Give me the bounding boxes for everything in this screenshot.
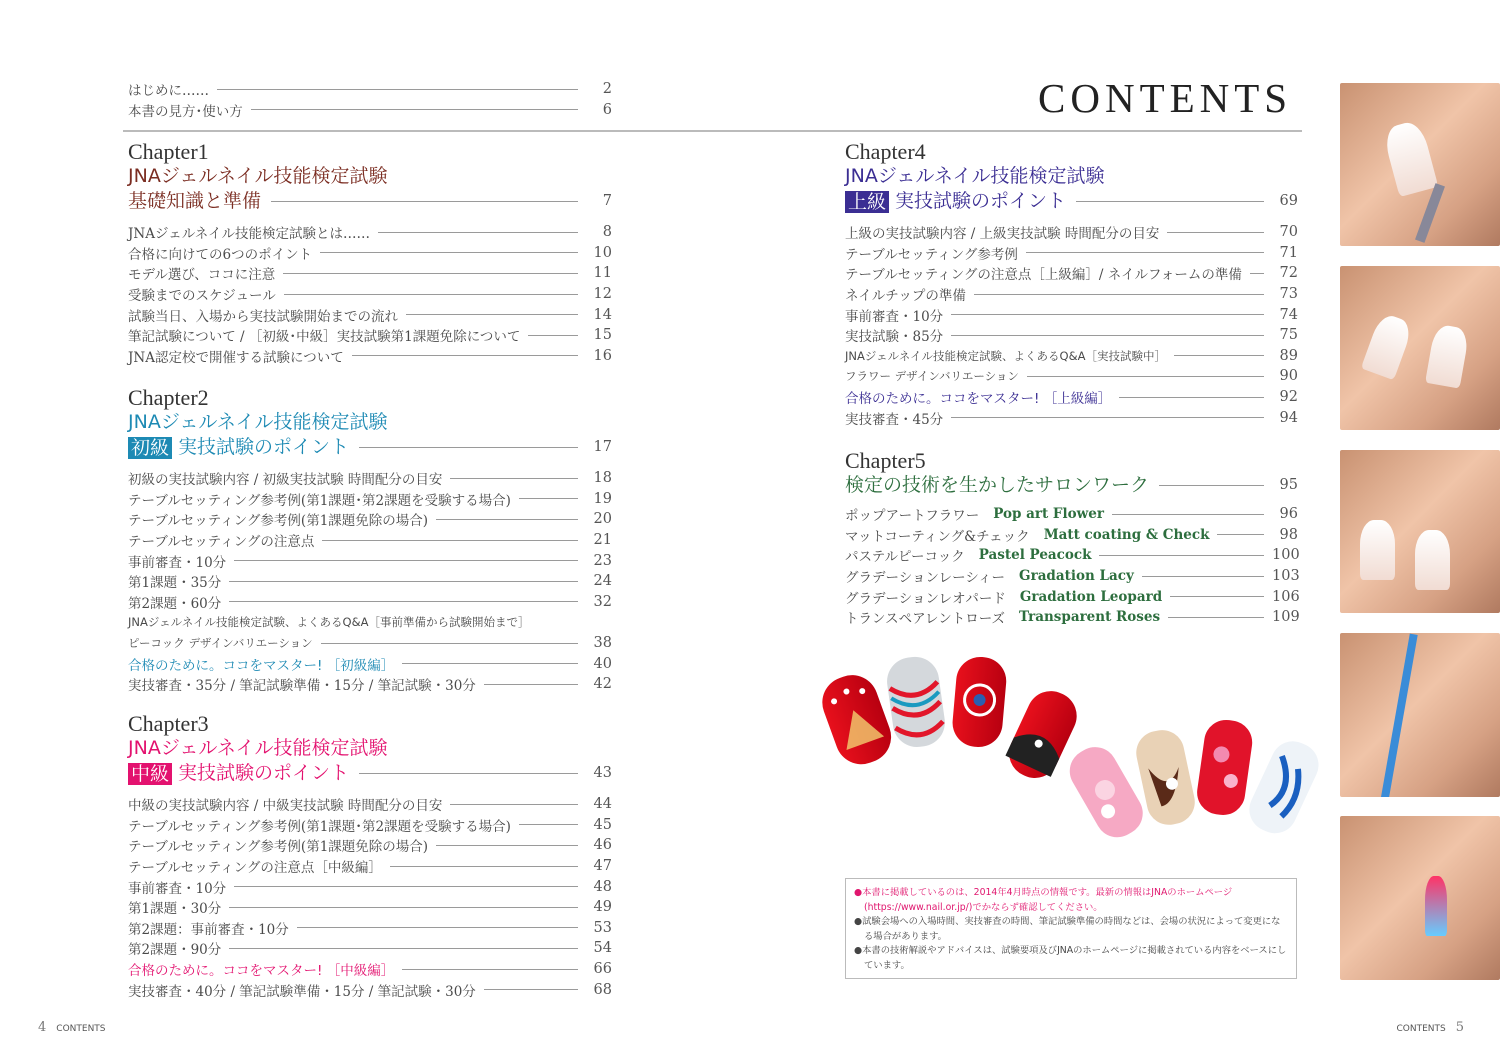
leader-line bbox=[484, 989, 578, 990]
toc-entry[interactable] bbox=[845, 304, 1298, 325]
entry-title: 実技試験・85分 bbox=[845, 329, 944, 346]
page-number: 45 bbox=[593, 816, 612, 833]
chapter-2 bbox=[128, 386, 612, 695]
entry-title: はじめに…… bbox=[128, 83, 209, 100]
entry-title: テーブルセッティングの注意点［中級編］ bbox=[128, 860, 382, 877]
entry-list bbox=[128, 468, 612, 695]
leader-line bbox=[297, 927, 578, 928]
chapter-1 bbox=[128, 140, 612, 366]
leader-line bbox=[1027, 376, 1264, 377]
toc-entry[interactable] bbox=[845, 586, 1298, 607]
toc-entry[interactable] bbox=[128, 918, 612, 939]
toc-entry[interactable] bbox=[128, 509, 612, 530]
leader-line bbox=[402, 969, 578, 970]
entry-title: テーブルセッティング参考例(第1課題免除の場合) bbox=[128, 513, 429, 530]
chapter-label: Chapter3 bbox=[128, 711, 209, 736]
notice-item: ●本書の技術解説やアドバイスは、試験要項及びJNAのホームページに掲載されている内容をベースにしています。 bbox=[854, 945, 1287, 971]
toc-entry[interactable] bbox=[128, 325, 612, 346]
leader-line bbox=[951, 417, 1264, 418]
leader-line bbox=[359, 773, 578, 774]
entry-title: テーブルセッティングの注意点 bbox=[128, 534, 315, 551]
footer-label: CONTENTS bbox=[1396, 1024, 1446, 1034]
page-number: 69 bbox=[1279, 193, 1298, 209]
entry-title: 事前審査・10分 bbox=[845, 308, 944, 325]
entry-title: フラワー デザインバリエーション bbox=[845, 369, 1019, 384]
page-number: 109 bbox=[1272, 609, 1300, 626]
toc-entry[interactable] bbox=[128, 979, 612, 1000]
page-number: 23 bbox=[593, 552, 612, 569]
toc-entry[interactable] bbox=[128, 79, 612, 100]
page-number: 53 bbox=[593, 919, 612, 936]
leader-line bbox=[229, 581, 578, 582]
level-badge: 中級 bbox=[128, 763, 172, 785]
page-number: 92 bbox=[1279, 389, 1298, 406]
divider bbox=[123, 130, 1302, 132]
entry-title: JNAジェルネイル技能検定試験とは…… bbox=[128, 226, 371, 243]
page-number: 90 bbox=[1279, 368, 1298, 385]
toc-entry[interactable] bbox=[128, 897, 612, 918]
nail-photo bbox=[1340, 816, 1500, 980]
chapter-title: JNAジェルネイル技能検定試験 bbox=[128, 165, 388, 187]
page-number: 14 bbox=[593, 306, 612, 323]
chapter-4 bbox=[845, 140, 1298, 428]
leader-line bbox=[271, 201, 578, 202]
page-number: 6 bbox=[602, 101, 612, 118]
page-number: 4 bbox=[38, 1020, 47, 1035]
entry-title: JNA認定校で開催する試験について bbox=[128, 349, 344, 366]
leader-line bbox=[436, 519, 578, 520]
leader-line bbox=[1168, 617, 1264, 618]
page-number: 18 bbox=[593, 470, 612, 487]
nail-tip bbox=[884, 655, 948, 750]
entry-title: テーブルセッティング参考例(第1課題･第2課題を受験する場合) bbox=[128, 492, 511, 509]
leader-line bbox=[390, 866, 578, 867]
page-number: 11 bbox=[593, 265, 612, 282]
page-number: 95 bbox=[1279, 477, 1298, 493]
page-number: 2 bbox=[602, 81, 612, 98]
leader-line bbox=[359, 447, 578, 448]
leader-line bbox=[229, 948, 578, 949]
entry-title: 合格のために。ココをマスター! ［初級編］ bbox=[128, 657, 395, 674]
chapter-5 bbox=[845, 449, 1298, 628]
entry-title: 第2課題・90分 bbox=[128, 942, 222, 959]
chapter-label: Chapter4 bbox=[845, 139, 926, 164]
chapter-subtitle-text: 実技試験のポイント bbox=[178, 436, 350, 458]
page-number: 75 bbox=[1279, 327, 1298, 344]
page-number: 49 bbox=[593, 899, 612, 916]
entry-title: 事前審査・10分 bbox=[128, 880, 227, 897]
entry-list bbox=[128, 794, 612, 1000]
toc-entry[interactable] bbox=[128, 592, 612, 613]
leader-line bbox=[974, 294, 1264, 295]
toc-entry[interactable] bbox=[845, 263, 1298, 284]
nail-photo bbox=[1340, 450, 1500, 613]
leader-line bbox=[251, 109, 578, 110]
page-number: 68 bbox=[593, 981, 612, 998]
entry-title: 実技審査・40分 / 筆記試験準備・15分 / 筆記試験・30分 bbox=[128, 983, 476, 1000]
toc-entry[interactable] bbox=[128, 653, 612, 674]
page-number: 66 bbox=[593, 961, 612, 978]
entry-english-title: Matt coating & Check bbox=[1043, 526, 1210, 543]
chapter-subtitle[interactable] bbox=[128, 435, 612, 460]
entry-title: 初級の実技試験内容 / 初級実技試験 時間配分の目安 bbox=[128, 472, 443, 489]
page-number: 100 bbox=[1272, 547, 1300, 564]
entry-title: 上級の実技試験内容 / 上級実技試験 時間配分の目安 bbox=[845, 226, 1160, 243]
entry-title: ピーコック デザインバリエーション bbox=[128, 636, 313, 651]
chapter-subtitle[interactable] bbox=[128, 761, 612, 786]
entry-title: 本書の見方･使い方 bbox=[128, 103, 243, 120]
leader-line bbox=[450, 478, 578, 479]
leader-line bbox=[234, 886, 578, 887]
entry-english-title: Gradation Leopard bbox=[1019, 588, 1163, 605]
leader-line bbox=[402, 663, 578, 664]
page-title: CONTENTS bbox=[1038, 75, 1293, 121]
toc-entry[interactable] bbox=[128, 222, 612, 243]
toc-entry[interactable] bbox=[128, 304, 612, 325]
entry-title: 受験までのスケジュール bbox=[128, 288, 276, 305]
chapter-label: Chapter5 bbox=[845, 448, 926, 473]
leader-line bbox=[484, 684, 578, 685]
page-number: 46 bbox=[593, 837, 612, 854]
leader-line bbox=[450, 804, 578, 805]
nail-photo bbox=[1340, 83, 1500, 246]
page-number: 40 bbox=[593, 655, 612, 672]
page-number: 17 bbox=[593, 439, 612, 455]
page-number: 21 bbox=[593, 532, 612, 549]
page-number: 7 bbox=[602, 193, 612, 209]
toc-entry[interactable] bbox=[128, 530, 612, 551]
toc-entry[interactable] bbox=[128, 815, 612, 836]
entry-english-title: Transparent Roses bbox=[1019, 609, 1161, 626]
chapter-label: Chapter2 bbox=[128, 385, 209, 410]
chapter-3 bbox=[128, 712, 612, 1000]
leader-line bbox=[321, 643, 578, 644]
entry-title: グラデーションレーシィー bbox=[845, 570, 1006, 587]
toc-entry[interactable] bbox=[845, 243, 1298, 264]
page-number: 19 bbox=[593, 490, 612, 507]
leader-line bbox=[378, 232, 578, 233]
page-number: 15 bbox=[593, 327, 612, 344]
nail-tip bbox=[1194, 717, 1255, 818]
leader-line bbox=[320, 252, 578, 253]
nail-tips-photo bbox=[815, 655, 1335, 865]
leader-line bbox=[1167, 232, 1264, 233]
level-badge: 初級 bbox=[128, 437, 172, 459]
notice-item: ●本書に掲載しているのは、2014年4月時点の情報です。最新の情報はJNAのホームページ(https://www.nail.or.jp/)でかならず確認してください。 bbox=[854, 887, 1233, 913]
page-number: 89 bbox=[1279, 347, 1298, 364]
entry-title: グラデーションレオパード bbox=[845, 590, 1006, 607]
chapter-subtitle-text: 検定の技術を生かしたサロンワーク bbox=[845, 474, 1150, 496]
page-number: 10 bbox=[593, 244, 612, 261]
toc-entry[interactable] bbox=[128, 468, 612, 489]
leader-line bbox=[1174, 355, 1264, 356]
page-number: 103 bbox=[1272, 568, 1300, 585]
page-number: 16 bbox=[593, 347, 612, 364]
page-number: 44 bbox=[593, 796, 612, 813]
page-number: 24 bbox=[593, 573, 612, 590]
toc-entry[interactable] bbox=[845, 346, 1298, 367]
leader-line bbox=[284, 294, 578, 295]
entry-list bbox=[845, 504, 1298, 628]
toc-entry[interactable] bbox=[845, 222, 1298, 243]
nail-photo bbox=[1340, 633, 1500, 797]
leader-line bbox=[1076, 201, 1264, 202]
page-number: 98 bbox=[1279, 526, 1298, 543]
toc-entry[interactable] bbox=[128, 284, 612, 305]
toc-entry[interactable] bbox=[128, 100, 612, 121]
entry-list bbox=[128, 222, 612, 366]
chapter-subtitle-text: 実技試験のポイント bbox=[178, 762, 350, 784]
chapter-subtitle-text: 基礎知識と準備 bbox=[128, 190, 262, 212]
page-number: 72 bbox=[1279, 265, 1298, 282]
nail-tip bbox=[1242, 734, 1326, 840]
page-number: 73 bbox=[1279, 286, 1298, 303]
leader-line bbox=[436, 845, 578, 846]
leader-line bbox=[322, 540, 578, 541]
toc-entry[interactable] bbox=[128, 346, 612, 367]
entry-title: テーブルセッティング参考例(第1課題･第2課題を受験する場合) bbox=[128, 818, 511, 835]
toc-entry[interactable] bbox=[128, 633, 612, 654]
entry-list bbox=[845, 222, 1298, 428]
entry-title: パステルピーコック bbox=[845, 549, 965, 566]
leader-line bbox=[519, 824, 578, 825]
toc-entry[interactable] bbox=[128, 489, 612, 510]
entry-title: 実技審査・35分 / 筆記試験準備・15分 / 筆記試験・30分 bbox=[128, 678, 476, 695]
page-number: 38 bbox=[593, 635, 612, 652]
entry-title: JNAジェルネイル技能検定試験、よくあるQ&A［実技試験中］ bbox=[845, 348, 1166, 363]
toc-entry[interactable] bbox=[128, 674, 612, 695]
leader-line bbox=[1026, 252, 1264, 253]
level-badge: 上級 bbox=[845, 191, 889, 213]
chapter-subtitle[interactable] bbox=[845, 473, 1298, 498]
entry-title: トランスペアレントローズ bbox=[845, 611, 1006, 628]
entry-title: 中級の実技試験内容 / 中級実技試験 時間配分の目安 bbox=[128, 798, 443, 815]
entry-title: 第1課題・35分 bbox=[128, 575, 222, 592]
toc-entry[interactable] bbox=[845, 504, 1298, 525]
page-number: 70 bbox=[1279, 224, 1298, 241]
page-number: 106 bbox=[1272, 588, 1300, 605]
page-number: 94 bbox=[1279, 409, 1298, 426]
leader-line bbox=[1170, 596, 1264, 597]
footer-left bbox=[38, 1020, 106, 1035]
toc-entry[interactable] bbox=[128, 856, 612, 877]
entry-title: テーブルセッティングの注意点［上級編］/ ネイルフォームの準備 bbox=[845, 267, 1242, 284]
nail-photo bbox=[1340, 266, 1500, 430]
chapter-subtitle[interactable] bbox=[845, 189, 1298, 214]
chapter-subtitle-text: 実技試験のポイント bbox=[895, 190, 1067, 212]
leader-line bbox=[1250, 273, 1264, 274]
leader-line bbox=[217, 89, 578, 90]
entry-title: マットコーティング&チェック bbox=[845, 528, 1030, 545]
chapter-title: JNAジェルネイル技能検定試験 bbox=[128, 411, 388, 433]
leader-line bbox=[1119, 397, 1264, 398]
entry-title: テーブルセッティング参考例(第1課題免除の場合) bbox=[128, 839, 429, 856]
entry-title: 事前審査・10分 bbox=[128, 554, 227, 571]
toc-entry[interactable] bbox=[845, 607, 1298, 628]
entry-english-title: Gradation Lacy bbox=[1019, 568, 1134, 585]
leader-line bbox=[229, 601, 578, 602]
page-number: 8 bbox=[602, 224, 612, 241]
toc-entry[interactable] bbox=[128, 571, 612, 592]
page-number: 5 bbox=[1455, 1020, 1464, 1035]
chapter-title: JNAジェルネイル技能検定試験 bbox=[128, 737, 388, 759]
page-number: 48 bbox=[593, 878, 612, 895]
chapter-label: Chapter1 bbox=[128, 139, 209, 164]
leader-line bbox=[951, 335, 1264, 336]
toc-entry[interactable] bbox=[845, 325, 1298, 346]
toc-entry[interactable] bbox=[845, 387, 1298, 408]
chapter-title: JNAジェルネイル技能検定試験 bbox=[845, 165, 1105, 187]
entry-title: 第2課題・60分 bbox=[128, 595, 222, 612]
leader-line bbox=[528, 335, 578, 336]
toc-entry[interactable] bbox=[128, 938, 612, 959]
page-number: 42 bbox=[593, 676, 612, 693]
toc-entry[interactable] bbox=[845, 407, 1298, 428]
leader-line bbox=[406, 314, 578, 315]
leader-line bbox=[519, 498, 578, 499]
leader-line bbox=[1112, 514, 1264, 515]
page-number: 54 bbox=[593, 940, 612, 957]
page-number: 47 bbox=[593, 858, 612, 875]
toc-entry[interactable] bbox=[128, 243, 612, 264]
leader-line bbox=[234, 560, 578, 561]
entry-english-title: Pastel Peacock bbox=[978, 547, 1092, 564]
entry-title: 合格のために。ココをマスター! ［上級編］ bbox=[845, 391, 1112, 408]
entry-title: 試験当日、入場から実技試験開始までの流れ bbox=[128, 308, 398, 325]
entry-title: モデル選び、ココに注意 bbox=[128, 267, 276, 284]
leader-line bbox=[951, 314, 1264, 315]
toc-entry[interactable] bbox=[845, 525, 1298, 546]
toc-entry[interactable] bbox=[128, 263, 612, 284]
footer-label: CONTENTS bbox=[56, 1024, 106, 1034]
page-number: 71 bbox=[1279, 244, 1298, 261]
entry-title: テーブルセッティング参考例 bbox=[845, 246, 1018, 263]
nail-tip bbox=[951, 655, 1009, 749]
leader-line bbox=[1217, 534, 1264, 535]
entry-title: ネイルチップの準備 bbox=[845, 288, 966, 305]
toc-entry[interactable] bbox=[128, 612, 612, 633]
page-number: 74 bbox=[1279, 306, 1298, 323]
toc-entry[interactable] bbox=[845, 566, 1298, 587]
page-number: 20 bbox=[593, 511, 612, 528]
notice-item: ●試験会場への入場時間、実技審査の時間、筆記試験準備の時間などは、会場の状況によって変更になる場合があります。 bbox=[854, 916, 1281, 942]
notice-box bbox=[845, 878, 1297, 979]
leader-line bbox=[229, 907, 578, 908]
leader-line bbox=[283, 273, 578, 274]
page-number: 32 bbox=[593, 593, 612, 610]
page-number: 43 bbox=[593, 765, 612, 781]
entry-title: 合格に向けての6つのポイント bbox=[128, 246, 313, 263]
page-number: 12 bbox=[593, 286, 612, 303]
nail-tip bbox=[815, 668, 898, 772]
page-number: 96 bbox=[1279, 506, 1298, 523]
toc-entry[interactable] bbox=[128, 876, 612, 897]
leader-line bbox=[1099, 555, 1264, 556]
toc-entry[interactable] bbox=[128, 835, 612, 856]
entry-title: JNAジェルネイル技能検定試験、よくあるQ&A［事前準備から試験開始まで］ bbox=[128, 615, 530, 630]
entry-title: 合格のために。ココをマスター! ［中級編］ bbox=[128, 963, 395, 980]
toc-entry[interactable] bbox=[128, 794, 612, 815]
toc-entry[interactable] bbox=[845, 545, 1298, 566]
entry-title: 第2課題：事前審査・10分 bbox=[128, 921, 289, 938]
leader-line bbox=[1142, 576, 1264, 577]
entry-title: 実技審査・45分 bbox=[845, 411, 944, 428]
leader-line bbox=[352, 355, 578, 356]
toc-entry[interactable] bbox=[845, 284, 1298, 305]
entry-english-title: Pop art Flower bbox=[993, 506, 1104, 523]
leader-line bbox=[1159, 485, 1264, 486]
entry-title: 第1課題・30分 bbox=[128, 901, 222, 918]
chapter-subtitle[interactable] bbox=[128, 189, 612, 214]
entry-title: ポップアートフラワー bbox=[845, 508, 980, 525]
toc-entry[interactable] bbox=[845, 366, 1298, 387]
footer-right bbox=[1396, 1020, 1464, 1035]
toc-entry[interactable] bbox=[128, 959, 612, 980]
intro-list bbox=[128, 79, 612, 120]
toc-entry[interactable] bbox=[128, 550, 612, 571]
entry-title: 筆記試験について / ［初級･中級］実技試験第1課題免除について bbox=[128, 329, 521, 346]
